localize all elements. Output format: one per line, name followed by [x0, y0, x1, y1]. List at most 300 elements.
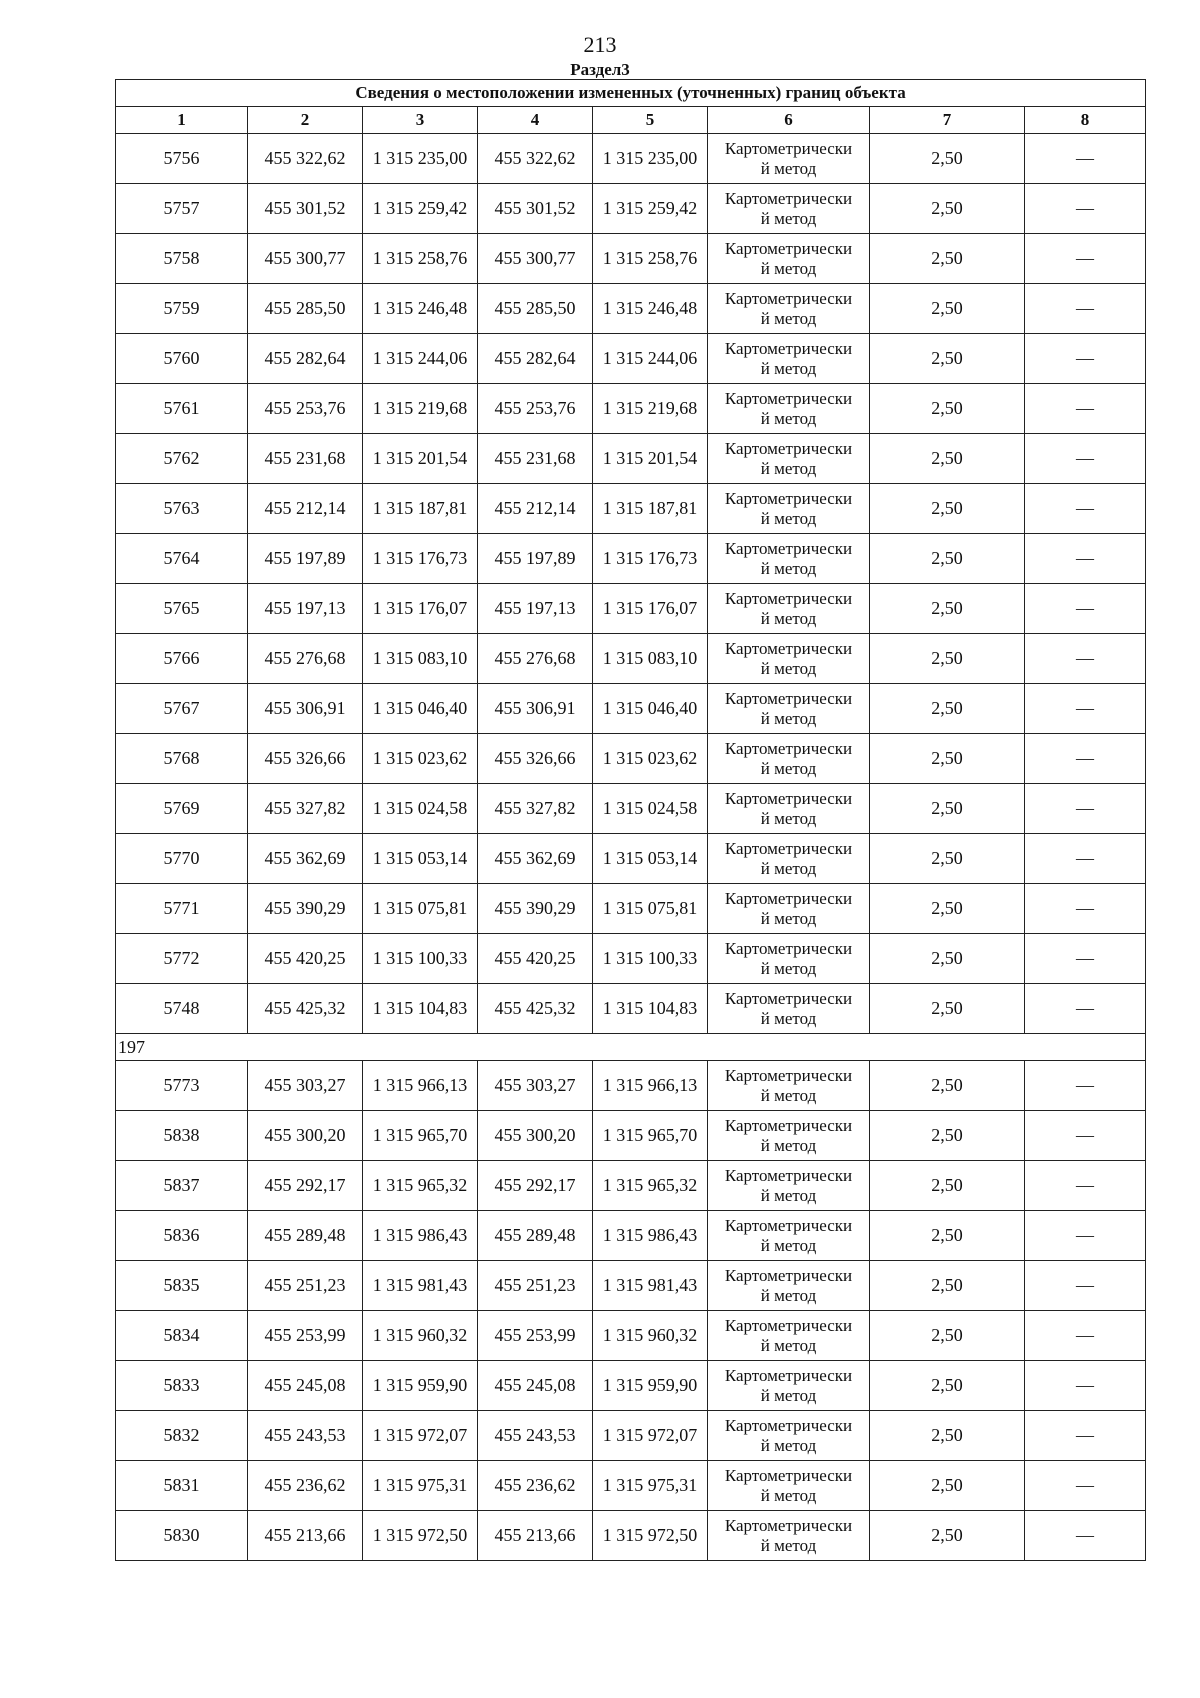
note-cell: —	[1025, 734, 1146, 784]
point-number-cell: 5830	[116, 1511, 248, 1561]
y-coordinate-cell: 1 315 024,58	[593, 784, 708, 834]
table-row	[116, 234, 1146, 284]
point-number-cell: 5765	[116, 584, 248, 634]
note-cell: —	[1025, 884, 1146, 934]
table-row	[116, 984, 1146, 1034]
method-cell	[708, 1161, 870, 1211]
coordinates-table	[115, 79, 1146, 1561]
accuracy-cell: 2,50	[870, 884, 1025, 934]
table-caption-row	[116, 80, 1146, 107]
table-row	[116, 184, 1146, 234]
method-text-line: й метод	[760, 658, 817, 678]
method-text-line: й метод	[760, 808, 817, 828]
point-number-cell: 5762	[116, 434, 248, 484]
point-number-cell: 5831	[116, 1461, 248, 1511]
method-text-line: Картометрически	[724, 488, 853, 508]
point-number-cell: 5763	[116, 484, 248, 534]
note-cell: —	[1025, 534, 1146, 584]
x-coordinate-cell: 455 390,29	[248, 884, 363, 934]
x-coordinate-cell: 455 292,17	[478, 1161, 593, 1211]
table-row	[116, 584, 1146, 634]
x-coordinate-cell: 455 362,69	[478, 834, 593, 884]
table-row	[116, 334, 1146, 384]
accuracy-cell: 2,50	[870, 234, 1025, 284]
x-coordinate-cell: 455 282,64	[478, 334, 593, 384]
x-coordinate-cell: 455 425,32	[248, 984, 363, 1034]
table-row	[116, 634, 1146, 684]
y-coordinate-cell: 1 315 053,14	[593, 834, 708, 884]
note-cell: —	[1025, 1311, 1146, 1361]
method-cell	[708, 984, 870, 1034]
x-coordinate-cell: 455 245,08	[478, 1361, 593, 1411]
x-coordinate-cell: 455 306,91	[478, 684, 593, 734]
table-row	[116, 1361, 1146, 1411]
y-coordinate-cell: 1 315 104,83	[593, 984, 708, 1034]
accuracy-cell: 2,50	[870, 384, 1025, 434]
method-text-line: й метод	[760, 558, 817, 578]
method-text-line: й метод	[760, 408, 817, 428]
point-number-cell: 5834	[116, 1311, 248, 1361]
y-coordinate-cell: 1 315 966,13	[593, 1061, 708, 1111]
accuracy-cell: 2,50	[870, 684, 1025, 734]
note-cell: —	[1025, 584, 1146, 634]
x-coordinate-cell: 455 236,62	[478, 1461, 593, 1511]
note-cell: —	[1025, 1211, 1146, 1261]
note-cell: —	[1025, 784, 1146, 834]
x-coordinate-cell: 455 300,20	[248, 1111, 363, 1161]
x-coordinate-cell: 455 327,82	[478, 784, 593, 834]
method-text-line: й метод	[760, 758, 817, 778]
table-row	[116, 684, 1146, 734]
y-coordinate-cell: 1 315 244,06	[593, 334, 708, 384]
x-coordinate-cell: 455 322,62	[248, 134, 363, 184]
table-row	[116, 134, 1146, 184]
y-coordinate-cell: 1 315 075,81	[593, 884, 708, 934]
y-coordinate-cell: 1 315 219,68	[593, 384, 708, 434]
method-text-line: Картометрически	[724, 1165, 853, 1185]
method-text-line: Картометрически	[724, 788, 853, 808]
method-cell	[708, 784, 870, 834]
x-coordinate-cell: 455 276,68	[478, 634, 593, 684]
x-coordinate-cell: 455 301,52	[478, 184, 593, 234]
method-text-line: Картометрически	[724, 588, 853, 608]
y-coordinate-cell: 1 315 972,07	[593, 1411, 708, 1461]
method-text-line: Картометрически	[724, 1065, 853, 1085]
y-coordinate-cell: 1 315 046,40	[593, 684, 708, 734]
note-cell: —	[1025, 284, 1146, 334]
method-text-line: Картометрически	[724, 1415, 853, 1435]
method-cell	[708, 1311, 870, 1361]
table-row	[116, 284, 1146, 334]
accuracy-cell: 2,50	[870, 1311, 1025, 1361]
y-coordinate-cell: 1 315 219,68	[363, 384, 478, 434]
method-text-line: й метод	[760, 1235, 817, 1255]
point-number-cell: 5767	[116, 684, 248, 734]
note-cell: —	[1025, 1361, 1146, 1411]
method-text-line: Картометрически	[724, 888, 853, 908]
method-text-line: Картометрически	[724, 738, 853, 758]
method-text-line: Картометрически	[724, 1215, 853, 1235]
accuracy-cell: 2,50	[870, 634, 1025, 684]
x-coordinate-cell: 455 243,53	[478, 1411, 593, 1461]
y-coordinate-cell: 1 315 258,76	[593, 234, 708, 284]
y-coordinate-cell: 1 315 187,81	[593, 484, 708, 534]
x-coordinate-cell: 455 197,89	[478, 534, 593, 584]
y-coordinate-cell: 1 315 100,33	[593, 934, 708, 984]
method-text-line: й метод	[760, 708, 817, 728]
method-text-line: Картометрически	[724, 688, 853, 708]
y-coordinate-cell: 1 315 972,50	[593, 1511, 708, 1561]
method-text-line: й метод	[760, 1435, 817, 1455]
point-number-cell: 5768	[116, 734, 248, 784]
y-coordinate-cell: 1 315 176,73	[593, 534, 708, 584]
method-cell	[708, 234, 870, 284]
method-text-line: Картометрически	[724, 1465, 853, 1485]
y-coordinate-cell: 1 315 972,07	[363, 1411, 478, 1461]
y-coordinate-cell: 1 315 959,90	[363, 1361, 478, 1411]
note-cell: —	[1025, 234, 1146, 284]
method-cell	[708, 734, 870, 784]
accuracy-cell: 2,50	[870, 834, 1025, 884]
point-number-cell: 5758	[116, 234, 248, 284]
method-text-line: Картометрически	[724, 938, 853, 958]
method-cell	[708, 634, 870, 684]
point-number-cell: 5773	[116, 1061, 248, 1111]
note-cell: —	[1025, 984, 1146, 1034]
table-row	[116, 1461, 1146, 1511]
note-cell: —	[1025, 1061, 1146, 1111]
y-coordinate-cell: 1 315 187,81	[363, 484, 478, 534]
note-cell: —	[1025, 1261, 1146, 1311]
y-coordinate-cell: 1 315 176,07	[363, 584, 478, 634]
y-coordinate-cell: 1 315 024,58	[363, 784, 478, 834]
method-cell	[708, 434, 870, 484]
method-text-line: й метод	[760, 1335, 817, 1355]
method-text-line: й метод	[760, 1385, 817, 1405]
table-row	[116, 784, 1146, 834]
y-coordinate-cell: 1 315 986,43	[363, 1211, 478, 1261]
column-header: 3	[363, 107, 478, 134]
accuracy-cell: 2,50	[870, 1461, 1025, 1511]
point-number-cell: 5837	[116, 1161, 248, 1211]
method-text-line: Картометрически	[724, 388, 853, 408]
point-number-cell: 5835	[116, 1261, 248, 1311]
x-coordinate-cell: 455 292,17	[248, 1161, 363, 1211]
note-cell: —	[1025, 1411, 1146, 1461]
table-row	[116, 534, 1146, 584]
point-number-cell: 5836	[116, 1211, 248, 1261]
point-number-cell: 5756	[116, 134, 248, 184]
point-number-cell: 5764	[116, 534, 248, 584]
y-coordinate-cell: 1 315 176,73	[363, 534, 478, 584]
table-row	[116, 1211, 1146, 1261]
y-coordinate-cell: 1 315 053,14	[363, 834, 478, 884]
y-coordinate-cell: 1 315 259,42	[593, 184, 708, 234]
column-header-row	[116, 107, 1146, 134]
note-cell: —	[1025, 684, 1146, 734]
y-coordinate-cell: 1 315 083,10	[593, 634, 708, 684]
x-coordinate-cell: 455 285,50	[248, 284, 363, 334]
method-cell	[708, 1111, 870, 1161]
method-cell	[708, 1261, 870, 1311]
method-text-line: й метод	[760, 608, 817, 628]
method-text-line: Картометрически	[724, 988, 853, 1008]
point-number-cell: 5769	[116, 784, 248, 834]
table-row	[116, 734, 1146, 784]
method-text-line: Картометрически	[724, 438, 853, 458]
column-header: 7	[870, 107, 1025, 134]
method-text-line: й метод	[760, 208, 817, 228]
accuracy-cell: 2,50	[870, 334, 1025, 384]
column-header: 5	[593, 107, 708, 134]
accuracy-cell: 2,50	[870, 734, 1025, 784]
method-text-line: й метод	[760, 308, 817, 328]
note-cell: —	[1025, 334, 1146, 384]
x-coordinate-cell: 455 285,50	[478, 284, 593, 334]
x-coordinate-cell: 455 253,99	[478, 1311, 593, 1361]
note-cell: —	[1025, 134, 1146, 184]
y-coordinate-cell: 1 315 966,13	[363, 1061, 478, 1111]
y-coordinate-cell: 1 315 965,70	[363, 1111, 478, 1161]
note-cell: —	[1025, 1161, 1146, 1211]
method-cell	[708, 584, 870, 634]
point-number-cell: 5770	[116, 834, 248, 884]
method-text-line: й метод	[760, 158, 817, 178]
method-text-line: Картометрически	[724, 1265, 853, 1285]
method-text-line: й метод	[760, 258, 817, 278]
x-coordinate-cell: 455 327,82	[248, 784, 363, 834]
method-text-line: Картометрически	[724, 638, 853, 658]
y-coordinate-cell: 1 315 259,42	[363, 184, 478, 234]
table-row	[116, 1161, 1146, 1211]
x-coordinate-cell: 455 390,29	[478, 884, 593, 934]
x-coordinate-cell: 455 300,77	[478, 234, 593, 284]
y-coordinate-cell: 1 315 075,81	[363, 884, 478, 934]
note-cell: —	[1025, 634, 1146, 684]
method-text-line: Картометрически	[724, 1515, 853, 1535]
table-row	[116, 484, 1146, 534]
method-cell	[708, 1061, 870, 1111]
y-coordinate-cell: 1 315 981,43	[593, 1261, 708, 1311]
method-text-line: й метод	[760, 1135, 817, 1155]
note-cell: —	[1025, 1511, 1146, 1561]
method-text-line: й метод	[760, 358, 817, 378]
x-coordinate-cell: 455 212,14	[478, 484, 593, 534]
accuracy-cell: 2,50	[870, 134, 1025, 184]
point-number-cell: 5838	[116, 1111, 248, 1161]
method-text-line: Картометрически	[724, 238, 853, 258]
x-coordinate-cell: 455 253,76	[248, 384, 363, 434]
table-row	[116, 434, 1146, 484]
point-number-cell: 5832	[116, 1411, 248, 1461]
method-text-line: Картометрически	[724, 288, 853, 308]
y-coordinate-cell: 1 315 246,48	[363, 284, 478, 334]
x-coordinate-cell: 455 197,13	[248, 584, 363, 634]
point-number-cell: 5759	[116, 284, 248, 334]
method-text-line: й метод	[760, 1485, 817, 1505]
method-cell	[708, 334, 870, 384]
y-coordinate-cell: 1 315 201,54	[593, 434, 708, 484]
x-coordinate-cell: 455 213,66	[248, 1511, 363, 1561]
y-coordinate-cell: 1 315 965,70	[593, 1111, 708, 1161]
x-coordinate-cell: 455 213,66	[478, 1511, 593, 1561]
method-cell	[708, 1411, 870, 1461]
table-row	[116, 1061, 1146, 1111]
x-coordinate-cell: 455 197,13	[478, 584, 593, 634]
y-coordinate-cell: 1 315 960,32	[363, 1311, 478, 1361]
point-number-cell: 5833	[116, 1361, 248, 1411]
accuracy-cell: 2,50	[870, 1511, 1025, 1561]
method-text-line: Картометрически	[724, 838, 853, 858]
x-coordinate-cell: 455 289,48	[478, 1211, 593, 1261]
x-coordinate-cell: 455 212,14	[248, 484, 363, 534]
table-row	[116, 934, 1146, 984]
y-coordinate-cell: 1 315 960,32	[593, 1311, 708, 1361]
y-coordinate-cell: 1 315 046,40	[363, 684, 478, 734]
table-row	[116, 384, 1146, 434]
x-coordinate-cell: 455 251,23	[248, 1261, 363, 1311]
x-coordinate-cell: 455 253,99	[248, 1311, 363, 1361]
y-coordinate-cell: 1 315 235,00	[593, 134, 708, 184]
method-text-line: й метод	[760, 858, 817, 878]
y-coordinate-cell: 1 315 975,31	[363, 1461, 478, 1511]
y-coordinate-cell: 1 315 965,32	[363, 1161, 478, 1211]
y-coordinate-cell: 1 315 100,33	[363, 934, 478, 984]
method-text-line: й метод	[760, 1285, 817, 1305]
x-coordinate-cell: 455 251,23	[478, 1261, 593, 1311]
column-header: 8	[1025, 107, 1146, 134]
x-coordinate-cell: 455 300,20	[478, 1111, 593, 1161]
note-cell: —	[1025, 484, 1146, 534]
group-number: 197	[116, 1034, 1146, 1061]
table-row	[116, 834, 1146, 884]
column-header: 4	[478, 107, 593, 134]
method-text-line: й метод	[760, 508, 817, 528]
y-coordinate-cell: 1 315 244,06	[363, 334, 478, 384]
x-coordinate-cell: 455 322,62	[478, 134, 593, 184]
x-coordinate-cell: 455 300,77	[248, 234, 363, 284]
x-coordinate-cell: 455 282,64	[248, 334, 363, 384]
y-coordinate-cell: 1 315 258,76	[363, 234, 478, 284]
method-text-line: й метод	[760, 458, 817, 478]
note-cell: —	[1025, 434, 1146, 484]
note-cell: —	[1025, 384, 1146, 434]
y-coordinate-cell: 1 315 986,43	[593, 1211, 708, 1261]
method-text-line: Картометрически	[724, 138, 853, 158]
page-number: 213	[583, 32, 617, 57]
x-coordinate-cell: 455 253,76	[478, 384, 593, 434]
method-text-line: Картометрически	[724, 538, 853, 558]
method-text-line: Картометрически	[724, 1315, 853, 1335]
method-cell	[708, 1211, 870, 1261]
y-coordinate-cell: 1 315 246,48	[593, 284, 708, 334]
accuracy-cell: 2,50	[870, 284, 1025, 334]
method-cell	[708, 184, 870, 234]
column-header: 1	[116, 107, 248, 134]
y-coordinate-cell: 1 315 235,00	[363, 134, 478, 184]
accuracy-cell: 2,50	[870, 484, 1025, 534]
accuracy-cell: 2,50	[870, 1261, 1025, 1311]
x-coordinate-cell: 455 245,08	[248, 1361, 363, 1411]
y-coordinate-cell: 1 315 959,90	[593, 1361, 708, 1411]
accuracy-cell: 2,50	[870, 1061, 1025, 1111]
x-coordinate-cell: 455 236,62	[248, 1461, 363, 1511]
accuracy-cell: 2,50	[870, 1111, 1025, 1161]
method-text-line: й метод	[760, 1535, 817, 1555]
method-text-line: Картометрически	[724, 188, 853, 208]
y-coordinate-cell: 1 315 981,43	[363, 1261, 478, 1311]
table-row	[116, 1111, 1146, 1161]
group-row	[116, 1034, 1146, 1061]
accuracy-cell: 2,50	[870, 1361, 1025, 1411]
accuracy-cell: 2,50	[870, 934, 1025, 984]
method-text-line: й метод	[760, 1185, 817, 1205]
x-coordinate-cell: 455 231,68	[248, 434, 363, 484]
x-coordinate-cell: 455 289,48	[248, 1211, 363, 1261]
note-cell: —	[1025, 184, 1146, 234]
point-number-cell: 5761	[116, 384, 248, 434]
table-body	[116, 134, 1146, 1561]
note-cell: —	[1025, 934, 1146, 984]
table-row	[116, 1511, 1146, 1561]
method-cell	[708, 884, 870, 934]
method-cell	[708, 934, 870, 984]
x-coordinate-cell: 455 326,66	[248, 734, 363, 784]
method-text-line: Картометрически	[724, 338, 853, 358]
point-number-cell: 5771	[116, 884, 248, 934]
y-coordinate-cell: 1 315 965,32	[593, 1161, 708, 1211]
method-cell	[708, 284, 870, 334]
y-coordinate-cell: 1 315 023,62	[593, 734, 708, 784]
method-text-line: й метод	[760, 1085, 817, 1105]
x-coordinate-cell: 455 231,68	[478, 434, 593, 484]
table-row	[116, 1311, 1146, 1361]
y-coordinate-cell: 1 315 975,31	[593, 1461, 708, 1511]
accuracy-cell: 2,50	[870, 784, 1025, 834]
accuracy-cell: 2,50	[870, 434, 1025, 484]
method-cell	[708, 484, 870, 534]
table-row	[116, 1261, 1146, 1311]
y-coordinate-cell: 1 315 972,50	[363, 1511, 478, 1561]
note-cell: —	[1025, 1111, 1146, 1161]
method-text-line: й метод	[760, 958, 817, 978]
method-cell	[708, 1361, 870, 1411]
y-coordinate-cell: 1 315 201,54	[363, 434, 478, 484]
point-number-cell: 5766	[116, 634, 248, 684]
table-row	[116, 1411, 1146, 1461]
x-coordinate-cell: 455 197,89	[248, 534, 363, 584]
method-cell	[708, 534, 870, 584]
method-cell	[708, 134, 870, 184]
point-number-cell: 5757	[116, 184, 248, 234]
point-number-cell: 5748	[116, 984, 248, 1034]
column-header: 6	[708, 107, 870, 134]
accuracy-cell: 2,50	[870, 184, 1025, 234]
point-number-cell: 5772	[116, 934, 248, 984]
method-text-line: Картометрически	[724, 1365, 853, 1385]
method-cell	[708, 1461, 870, 1511]
accuracy-cell: 2,50	[870, 1411, 1025, 1461]
x-coordinate-cell: 455 420,25	[248, 934, 363, 984]
section-title: Раздел3	[570, 60, 630, 79]
note-cell: —	[1025, 1461, 1146, 1511]
x-coordinate-cell: 455 420,25	[478, 934, 593, 984]
accuracy-cell: 2,50	[870, 584, 1025, 634]
table-caption: Сведения о местоположении измененных (уточненных) границ объекта	[116, 80, 1146, 107]
method-cell	[708, 384, 870, 434]
x-coordinate-cell: 455 362,69	[248, 834, 363, 884]
method-text-line: й метод	[760, 1008, 817, 1028]
